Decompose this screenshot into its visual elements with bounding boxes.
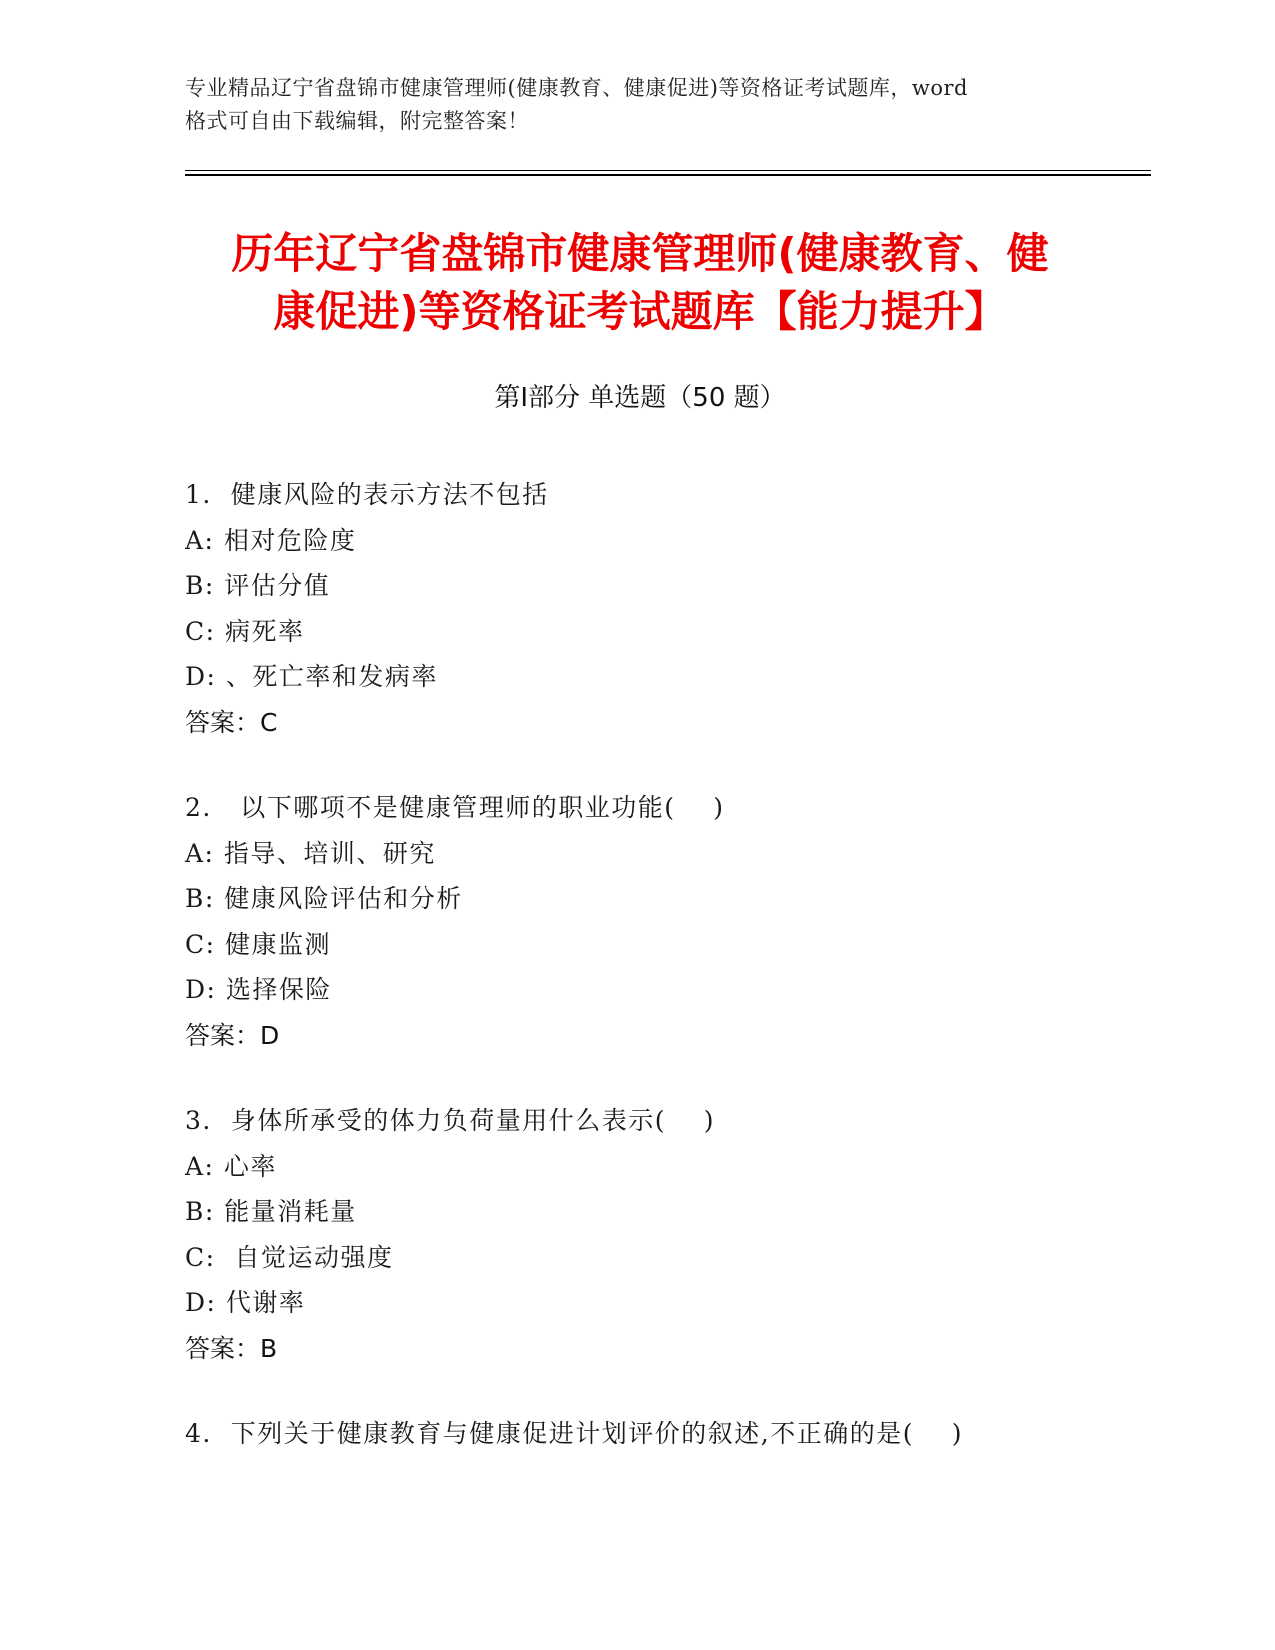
option-b: B: 健康风险评估和分析 [185, 884, 463, 913]
option-a: A: 指导、培训、研究 [185, 838, 436, 868]
option-d: D: 选择保险 [185, 975, 332, 1004]
option-d: D: 代谢率 [185, 1288, 306, 1317]
question-1 [185, 472, 1125, 745]
option-d: D: 、死亡率和发病率 [185, 662, 438, 691]
option-a: A: 相对危险度 [185, 525, 357, 555]
question-stem: 3. 身体所承受的体力负荷量用什么表示( ) [185, 1106, 716, 1135]
option-c: C: 自觉运动强度 [185, 1242, 394, 1272]
header-note-line-2: 格式可自由下载编辑，附完整答案！ [185, 109, 529, 133]
header-note-line-1: 专业精品辽宁省盘锦市健康管理师(健康教育、健康促进)等资格证考试题库，word [185, 76, 968, 100]
answer-label: 答案：B [185, 1333, 278, 1363]
option-b: B: 能量消耗量 [185, 1197, 357, 1226]
option-b: B: 评估分值 [185, 571, 331, 600]
answer-label: 答案：C [185, 707, 278, 737]
header-note [185, 72, 1085, 138]
section-title: 第Ⅰ部分 单选题（50 题） [494, 383, 786, 413]
question-list [185, 472, 1125, 1497]
document-title [185, 225, 1095, 341]
question-3 [185, 1098, 1125, 1371]
document-title-line-1: 历年辽宁省盘锦市健康管理师(健康教育、健 [231, 229, 1049, 278]
option-c: C: 病死率 [185, 616, 305, 646]
answer-label: 答案：D [185, 1020, 280, 1050]
header-divider-thin [185, 170, 1151, 171]
header-divider-thick [185, 174, 1151, 176]
question-2 [185, 785, 1125, 1058]
question-stem: 1. 健康风险的表示方法不包括 [185, 480, 549, 509]
question-stem: 4. 下列关于健康教育与健康促进计划评价的叙述,不正确的是( ) [185, 1419, 963, 1448]
document-title-line-2: 康促进)等资格证考试题库【能力提升】 [273, 287, 1007, 336]
option-c: C: 健康监测 [185, 929, 331, 959]
option-a: A: 心率 [185, 1151, 277, 1181]
question-4 [185, 1411, 1125, 1457]
question-stem: 2. 以下哪项不是健康管理师的职业功能( ) [185, 793, 725, 822]
